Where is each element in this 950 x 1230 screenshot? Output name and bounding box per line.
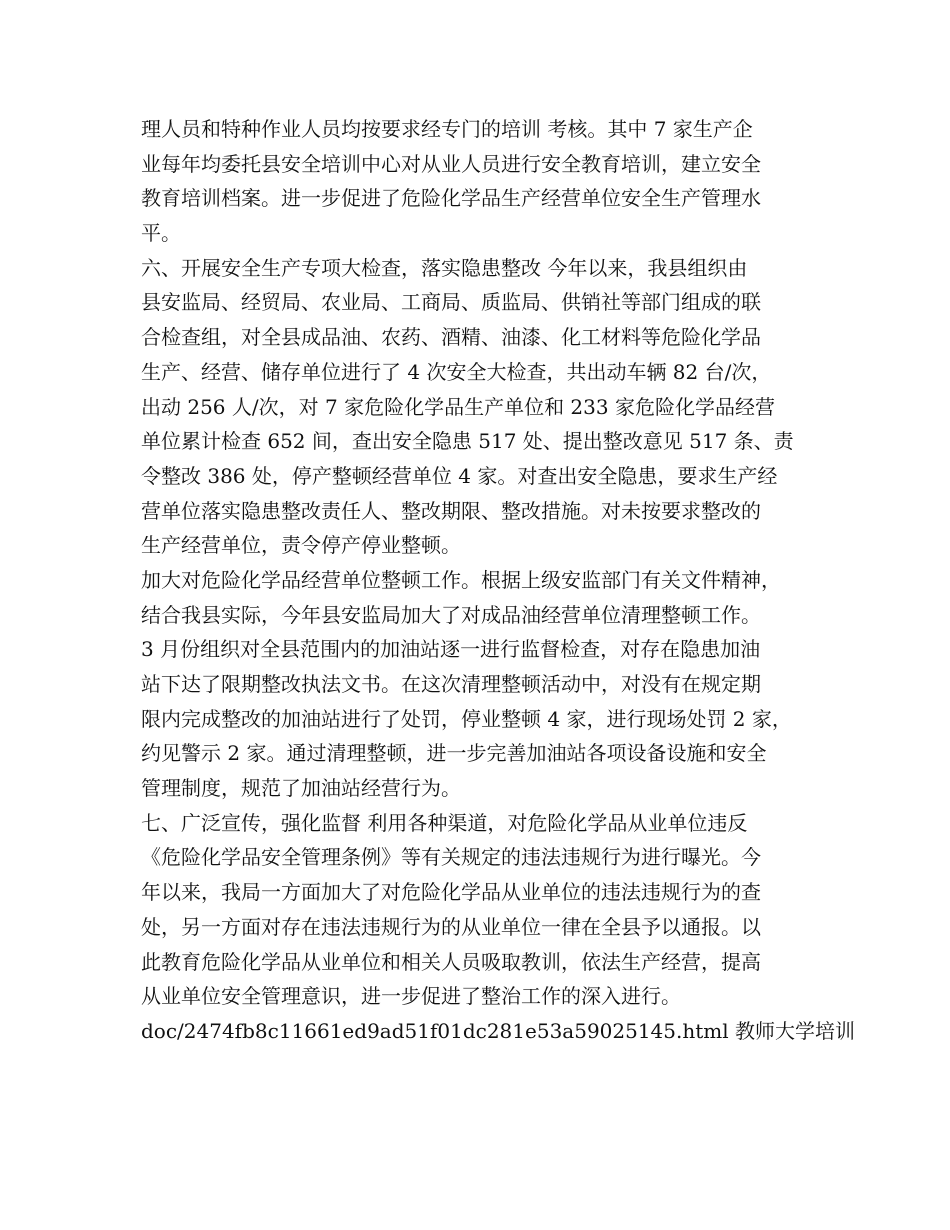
text-line: 教育培训档案。进一步促进了危险化学品生产经营单位安全生产管理水 — [141, 186, 761, 211]
text-line: 年以来，我局一方面加大了对危险化学品从业单位的违法违规行为的查 — [141, 880, 761, 905]
text-line: 站下达了限期整改执法文书。在这次清理整顿活动中，对没有在规定期 — [141, 672, 761, 696]
text-line: 结合我县实际，今年县安监局加大了对成品油经营单位清理整顿工作。 — [141, 602, 761, 627]
text-line: 《危险化学品安全管理条例》等有关规定的违法违规行为进行曝光。今 — [141, 845, 761, 870]
text-line: 合检查组，对全县成品油、农药、酒精、油漆、化工材料等危险化学品 — [141, 325, 761, 350]
text-line: 管理制度，规范了加油站经营行为。 — [141, 776, 461, 801]
text-line: 营单位落实隐患整改责任人、整改期限、整改措施。对未按要求整改的 — [141, 498, 761, 523]
document-body — [141, 112, 856, 1049]
text-line: 生产、经营、储存单位进行了 4 次安全大检查，共出动车辆 82 台/次， — [141, 359, 772, 384]
section-heading-line: 六、开展安全生产专项大检查，落实隐患整改 今年以来，我县组织由 — [141, 255, 748, 280]
text-line: 出动 256 人/次，对 7 家危险化学品生产单位和 233 家危险化学品经营 — [141, 394, 775, 419]
text-line: 限内完成整改的加油站进行了处罚，停业整顿 4 家，进行现场处罚 2 家， — [141, 706, 792, 731]
text-line: 县安监局、经贸局、农业局、工商局、质监局、供销社等部门组成的联 — [141, 290, 761, 315]
text-line: 理人员和特种作业人员均按要求经专门的培训 考核。其中 7 家生产企 — [141, 117, 753, 141]
text-line: 生产经营单位，责令停产停业整顿。 — [141, 533, 461, 558]
text-line: 约见警示 2 家。通过清理整顿，进一步完善加油站各项设备设施和安全 — [141, 741, 767, 766]
text-line: 令整改 386 处，停产整顿经营单位 4 家。对查出安全隐患，要求生产经 — [141, 463, 778, 488]
text-line: 单位累计检查 652 间，查出安全隐患 517 处、提出整改意见 517 条、责 — [141, 429, 794, 454]
text-line: 业每年均委托县安全培训中心对从业人员进行安全教育培训，建立安全 — [141, 151, 761, 176]
text-line: 从业单位安全管理意识，进一步促进了整治工作的深入进行。 — [141, 984, 681, 1009]
text-line: 加大对危险化学品经营单位整顿工作。根据上级安监部门有关文件精神， — [141, 567, 781, 592]
text-line: 平。 — [141, 221, 181, 246]
text-line: 此教育危险化学品从业单位和相关人员吸取教训，依法生产经营，提高 — [141, 949, 761, 974]
section-heading-line: 七、广泛宣传，强化监督 利用各种渠道，对危险化学品从业单位违反 — [141, 810, 748, 835]
source-url-line: doc/2474fb8c11661ed9ad51f01dc281e53a59025145.html 教师大学培训 — [141, 1018, 856, 1043]
text-line: 3 月份组织对全县范围内的加油站逐一进行监督检查，对存在隐患加油 — [141, 637, 761, 662]
text-line: 处，另一方面对存在违法违规行为的从业单位一律在全县予以通报。以 — [141, 914, 761, 939]
